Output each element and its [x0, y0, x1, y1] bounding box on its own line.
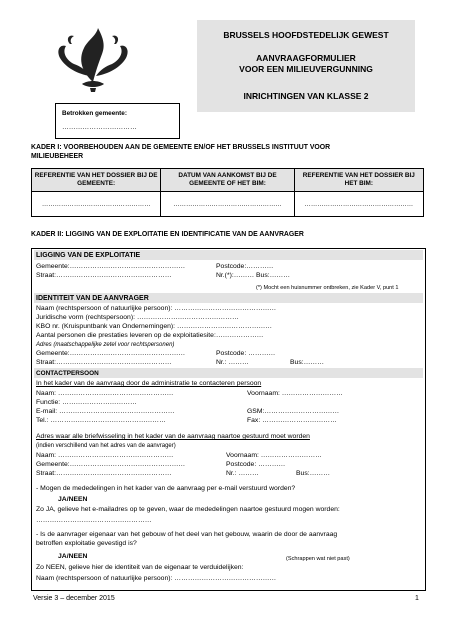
kader1-title-line2: MILIEUBEHEER [31, 153, 84, 160]
ligging-note: (*) Mocht een huisnummer ontbreken, zie Kader V, punt 1 [256, 285, 399, 291]
q-eigenaar-line1: - Is de aanvrager eigenaar van het gebouw of het deel van het gebouw, waarin de door de aanvraag [36, 531, 338, 538]
contact-voornaam-field[interactable]: Voornaam: ……………………… [247, 390, 343, 397]
ligging-postcode-field[interactable]: Postcode:………… [216, 263, 274, 270]
footer-version: Versie 3 – december 2015 [33, 595, 115, 602]
q-eigenaar-zo-neen: Zo NEEN, gelieve hier de identiteit van de eigenaar te verduidelijken: [36, 564, 244, 571]
form-title-box [197, 20, 415, 112]
q-eigenaar-line2: betroffen exploitatie gevestigd is? [36, 540, 137, 547]
kader1-title-line1: KADER I: VOORBEHOUDEN AAN DE GEMEENTE EN/OF HET BRUSSELS INSTITUUT VOOR [31, 144, 331, 151]
ref-value-datum[interactable]: …………………………………………… [161, 192, 294, 217]
brief-straat-field[interactable]: Straat:…………………………………………… [36, 470, 172, 477]
q-eigenaar-choice[interactable]: JA/NEEN [58, 553, 88, 560]
gemeente-box [55, 103, 180, 139]
form-class: INRICHTINGEN VAN KLASSE 2 [243, 91, 369, 101]
q-email-text: - Mogen de mededelingen in het kader van de aanvraag per e-mail verstuurd worden? [36, 485, 296, 492]
aanvrager-gemeente-field[interactable]: Gemeente:…………………………………………… [36, 350, 186, 357]
aanvrager-vorm-field[interactable]: Juridische vorm (rechtspersoon): ……………………………………… [36, 314, 239, 321]
gemeente-input[interactable]: …………………………… [62, 124, 137, 131]
contact-functie-field[interactable]: Functie: …………………………… [36, 399, 137, 406]
ref-header-gemeente: REFERENTIE VAN HET DOSSIER BIJ DE GEMEENTE: [32, 169, 161, 192]
contact-heading: CONTACTPERSOON [36, 370, 99, 377]
brief-note: (indien verschillend van het adres van de aanvrager) [36, 443, 176, 449]
brief-voornaam-field[interactable]: Voornaam: ……………………… [226, 452, 322, 459]
aanvrager-postcode-field[interactable]: Postcode: ………… [216, 350, 276, 357]
q-email-zo-ja: Zo JA, gelieve het e-mailadres op te geven, waar de mededelingen naartoe gestuurd mogen worden: [36, 506, 340, 513]
aanvrager-bus-field[interactable]: Bus:……… [290, 359, 324, 366]
contact-subheading: In het kader van de aanvraag door de administratie te contacteren persoon [36, 380, 262, 387]
form-subtitle: VOOR EEN MILIEUVERGUNNING [239, 64, 373, 74]
ligging-heading: LIGGING VAN DE EXPLOITATIE [36, 252, 141, 259]
ref-header-bim: REFERENTIE VAN HET DOSSIER BIJ HET BIM: [294, 169, 423, 192]
contact-fax-field[interactable]: Fax: …………………………… [247, 417, 337, 424]
ligging-gemeente-field[interactable]: Gemeente:…………………………………………… [36, 263, 186, 270]
brussels-iris-logo [52, 22, 134, 94]
aanvrager-straat-field[interactable]: Straat:…………………………………………… [36, 359, 172, 366]
ligging-nr-field[interactable]: Nr.(*):……… Bus:……… [216, 272, 291, 279]
aanvrager-adres-label: Adres (maatschappelijke zetel voor rechtspersonen) [36, 342, 175, 348]
kader2-title: KADER II: LIGGING VAN DE EXPLOITATIE EN IDENTIFICATIE VAN DE AANVRAGER [31, 231, 304, 238]
brief-nr-field[interactable]: Nr.: ……… [226, 470, 259, 477]
aanvrager-nr-field[interactable]: Nr.: ……… [216, 359, 249, 366]
brief-postcode-field[interactable]: Postcode: ………… [226, 461, 286, 468]
brief-gemeente-field[interactable]: Gemeente:…………………………………………… [36, 461, 186, 468]
reference-header-row [32, 169, 424, 192]
contact-gsm-field[interactable]: GSM:…………………………… [247, 408, 340, 415]
ref-header-datum: DATUM VAN AANKOMST BIJ DE GEMEENTE OF HET BIM: [161, 169, 294, 192]
region-title: BRUSSELS HOOFDSTEDELIJK GEWEST [223, 30, 389, 40]
reference-value-row [32, 192, 424, 217]
q-eigenaar-schrappen: (Schrappen wat niet past) [286, 556, 350, 562]
brief-subheading: Adres waar alle briefwisseling in het kader van de aanvraag naartoe gestuurd moet worden [36, 433, 310, 440]
aanvrager-heading: IDENTITEIT VAN DE AANVRAGER [36, 295, 149, 302]
q-email-choice[interactable]: JA/NEEN [58, 496, 88, 503]
reference-table [31, 168, 424, 217]
aanvrager-aantal-field[interactable]: Aantal personen die prestaties leveren op de exploitatiesite:………………… [36, 332, 264, 339]
ref-value-gemeente[interactable]: …………………………………………… [32, 192, 161, 217]
brief-bus-field[interactable]: Bus:……… [296, 470, 330, 477]
form-title: AANVRAAGFORMULIER [256, 53, 356, 63]
contact-naam-field[interactable]: Naam: …………………………………………… [36, 390, 174, 397]
brief-naam-field[interactable]: Naam: …………………………………………… [36, 452, 174, 459]
aanvrager-kbo-field[interactable]: KBO nr. (Kruispuntbank van Ondernemingen): …………………………………… [36, 323, 273, 330]
aanvrager-naam-field[interactable]: Naam (rechtspersoon of natuurlijke persoon): ……………………………………… [36, 305, 277, 312]
contact-tel-field[interactable]: Tel.: …………………………………………… [36, 417, 166, 424]
contact-email-field[interactable]: E-mail: …………………………………………… [36, 408, 175, 415]
gemeente-label: Betrokken gemeente: [62, 110, 127, 117]
q-email-address-field[interactable]: …………………………………………… [36, 517, 152, 524]
ref-value-bim[interactable]: …………………………………………… [294, 192, 423, 217]
footer-page-number: 1 [415, 595, 419, 602]
q-eigenaar-naam-field[interactable]: Naam (rechtspersoon of natuurlijke persoon): ……………………………………… [36, 575, 277, 582]
ligging-straat-field[interactable]: Straat:…………………………………………… [36, 272, 172, 279]
